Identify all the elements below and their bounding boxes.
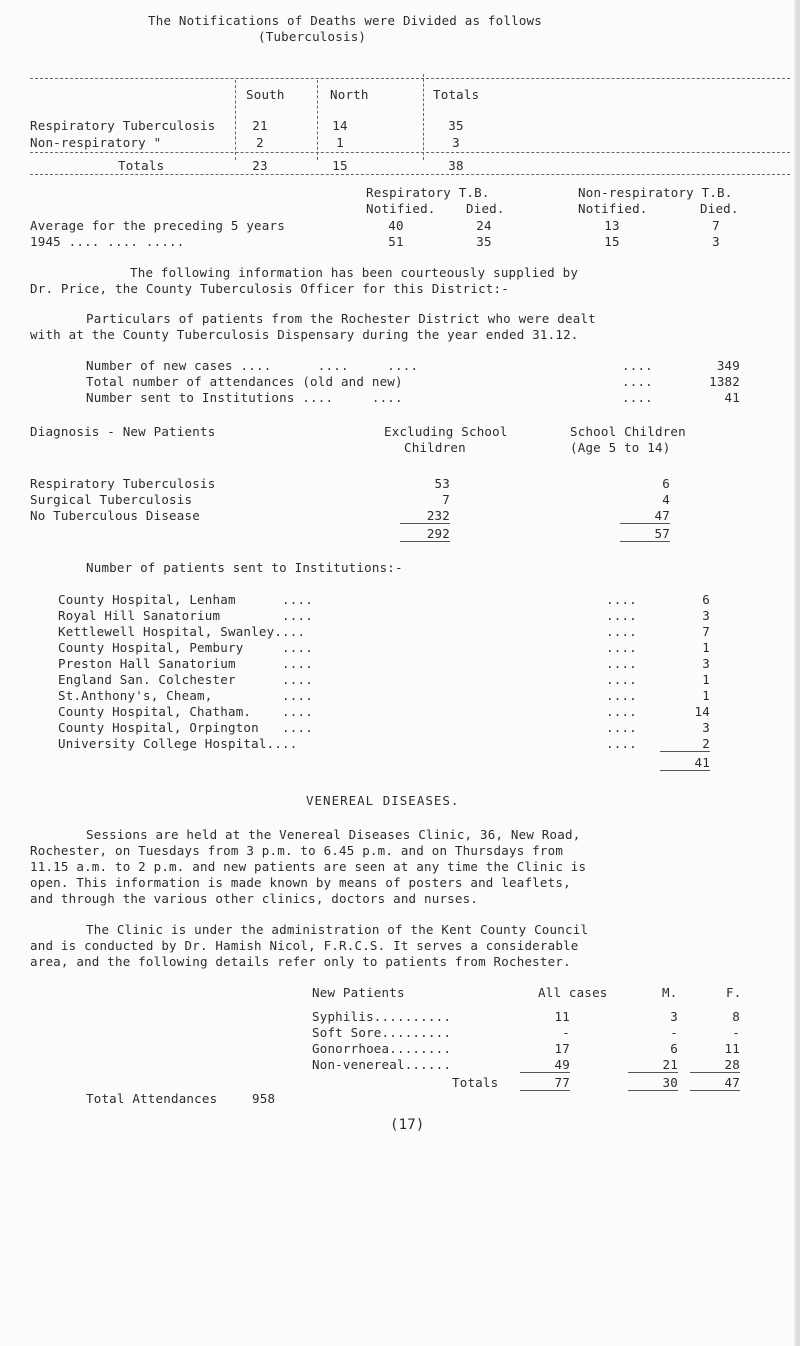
paragraph-line: The Clinic is under the administration of the Kent County Council [86, 922, 589, 937]
cell-value: - [562, 1025, 570, 1040]
table-rule-bottom [30, 174, 790, 175]
leader-dots: .... [606, 656, 637, 671]
totals-label: Totals [452, 1075, 499, 1090]
leader-dots: .... [606, 640, 637, 655]
leader-dots: .... [606, 672, 637, 687]
column-header: M. [662, 985, 678, 1000]
cell-value: 3 [452, 135, 460, 150]
diagnosis-heading: Diagnosis - New Patients [30, 424, 216, 439]
paragraph-line: Dr. Price, the County Tuberculosis Officer for this District:- [30, 281, 509, 296]
row-label: Non-venereal...... [312, 1057, 452, 1072]
institution-value: 6 [702, 592, 710, 607]
leader-dots: .... [622, 374, 653, 389]
cell-value: 11 [554, 1009, 570, 1024]
cell-value: 49 [520, 1057, 570, 1073]
cell-value: 53 [434, 476, 450, 491]
attendances-label: Total Attendances [86, 1091, 218, 1106]
paragraph-line: and is conducted by Dr. Hamish Nicol, F.R.C.S. It serves a considerable [30, 938, 579, 953]
cell-value: 35 [448, 118, 464, 133]
column-divider [317, 80, 318, 160]
row-label: No Tuberculous Disease [30, 508, 200, 523]
cell-value: 24 [476, 218, 492, 233]
cell-value: 232 [400, 508, 450, 524]
group-header-nonrespiratory: Non-respiratory T.B. [578, 185, 733, 200]
institution-label: County Hospital, Lenham .... [58, 592, 313, 607]
institution-value: 3 [702, 656, 710, 671]
paragraph-line: 11.15 a.m. to 2 p.m. and new patients are seen at any time the Clinic is [30, 859, 587, 874]
cell-value: 1 [336, 135, 344, 150]
institution-label: St.Anthony's, Cheam, .... [58, 688, 313, 703]
group-header-respiratory: Respiratory T.B. [366, 185, 490, 200]
column-header: New Patients [312, 985, 405, 1000]
total-value: 77 [520, 1075, 570, 1091]
cell-value: - [732, 1025, 740, 1040]
row-label: Respiratory Tuberculosis [30, 476, 216, 491]
institution-label: Preston Hall Sanatorium .... [58, 656, 313, 671]
cell-value: 2 [256, 135, 264, 150]
section-heading: VENEREAL DISEASES. [306, 793, 460, 808]
institution-label: Royal Hill Sanatorium .... [58, 608, 313, 623]
leader-dots: .... [606, 704, 637, 719]
institution-value: 1 [702, 672, 710, 687]
page-subtitle: (Tuberculosis) [258, 29, 367, 44]
leader-dots: .... [606, 624, 637, 639]
total-value: 292 [400, 526, 450, 542]
attendances-value: 958 [252, 1091, 276, 1106]
leader-dots: .... [606, 608, 637, 623]
cell-value: 4 [662, 492, 670, 507]
paragraph-line: and through the various other clinics, doctors and nurses. [30, 891, 479, 906]
cell-value: 7 [442, 492, 450, 507]
column-header: F. [726, 985, 742, 1000]
total-value: 23 [252, 158, 268, 173]
column-header: Excluding School [384, 424, 508, 439]
institution-value: 1 [702, 688, 710, 703]
table-rule-top [30, 78, 790, 79]
column-header: Children [404, 440, 466, 455]
institution-label: Kettlewell Hospital, Swanley.... [58, 624, 306, 639]
row-label: Syphilis.......... [312, 1009, 452, 1024]
cell-value: 15 [604, 234, 620, 249]
column-header: Died. [700, 201, 739, 216]
paragraph-line: with at the County Tuberculosis Dispensary during the year ended 31.12. [30, 327, 579, 342]
row-label: Respiratory Tuberculosis [30, 118, 216, 133]
stat-label: Number of new cases .... .... .... [86, 358, 419, 373]
page-edge-shadow [796, 0, 800, 1346]
institution-value: 3 [702, 720, 710, 735]
cell-value: 14 [332, 118, 348, 133]
stat-value: 1382 [709, 374, 740, 389]
cell-value: 11 [724, 1041, 740, 1056]
paragraph-line: Sessions are held at the Venereal Diseases Clinic, 36, New Road, [86, 827, 581, 842]
total-value: 15 [332, 158, 348, 173]
totals-label: Totals [118, 158, 165, 173]
column-header: Notified. [578, 201, 648, 216]
cell-value: 6 [662, 476, 670, 491]
stat-label: Total number of attendances (old and new) [86, 374, 403, 389]
column-header: Died. [466, 201, 505, 216]
institutions-heading: Number of patients sent to Institutions:- [86, 560, 403, 575]
paragraph-line: area, and the following details refer only to patients from Rochester. [30, 954, 571, 969]
institution-value: 7 [702, 624, 710, 639]
column-header: All cases [538, 985, 608, 1000]
page-number: (17) [390, 1117, 425, 1133]
institution-label: County Hospital, Orpington .... [58, 720, 313, 735]
column-header-south: South [246, 87, 285, 102]
column-header-north: North [330, 87, 369, 102]
row-label: Surgical Tuberculosis [30, 492, 193, 507]
institution-label: County Hospital, Chatham. .... [58, 704, 313, 719]
cell-value: 3 [712, 234, 720, 249]
cell-value: - [670, 1025, 678, 1040]
row-label: 1945 .... .... ..... [30, 234, 185, 249]
column-divider [235, 80, 236, 160]
stat-value: 349 [716, 358, 740, 373]
paragraph-line: The following information has been courteously supplied by [130, 265, 579, 280]
cell-value: 47 [620, 508, 670, 524]
cell-value: 7 [712, 218, 720, 233]
leader-dots: .... [606, 688, 637, 703]
paragraph-line: Rochester, on Tuesdays from 3 p.m. to 6.45 p.m. and on Thursdays from [30, 843, 564, 858]
paragraph-line: Particulars of patients from the Rochester District who were dealt [86, 311, 596, 326]
cell-value: 21 [628, 1057, 678, 1073]
table-rule [30, 152, 790, 153]
stat-value: 41 [724, 390, 740, 405]
leader-dots: .... [606, 720, 637, 735]
cell-value: 8 [732, 1009, 740, 1024]
institution-label: County Hospital, Pembury .... [58, 640, 313, 655]
cell-value: 21 [252, 118, 268, 133]
cell-value: 17 [554, 1041, 570, 1056]
paragraph-line: open. This information is made known by means of posters and leaflets, [30, 875, 571, 890]
total-value: 57 [620, 526, 670, 542]
cell-value: 28 [690, 1057, 740, 1073]
institution-value: 14 [694, 704, 710, 719]
cell-value: 40 [388, 218, 404, 233]
column-header: School Children [570, 424, 686, 439]
page-title: The Notifications of Deaths were Divided as follows [148, 13, 543, 28]
row-label: Soft Sore......... [312, 1025, 452, 1040]
row-label: Average for the preceding 5 years [30, 218, 285, 233]
institution-value: 1 [702, 640, 710, 655]
total-value: 30 [628, 1075, 678, 1091]
total-value: 47 [690, 1075, 740, 1091]
cell-value: 13 [604, 218, 620, 233]
leader-dots: .... [606, 592, 637, 607]
column-header-totals: Totals [433, 87, 480, 102]
institution-value: 2 [660, 736, 710, 752]
stat-label: Number sent to Institutions .... .... [86, 390, 403, 405]
page-edge-shadow-inner [794, 0, 796, 1346]
cell-value: 35 [476, 234, 492, 249]
cell-value: 3 [670, 1009, 678, 1024]
institutions-total: 41 [660, 755, 710, 771]
leader-dots: .... [606, 736, 637, 751]
institution-label: University College Hospital.... [58, 736, 298, 751]
row-label: Gonorrhoea........ [312, 1041, 452, 1056]
total-value: 38 [448, 158, 464, 173]
institution-value: 3 [702, 608, 710, 623]
row-label: Non-respiratory " [30, 135, 162, 150]
column-divider [423, 74, 424, 160]
column-header: Notified. [366, 201, 436, 216]
leader-dots: .... [622, 358, 653, 373]
cell-value: 51 [388, 234, 404, 249]
cell-value: 6 [670, 1041, 678, 1056]
leader-dots: .... [622, 390, 653, 405]
institution-label: England San. Colchester .... [58, 672, 313, 687]
column-header: (Age 5 to 14) [570, 440, 671, 455]
